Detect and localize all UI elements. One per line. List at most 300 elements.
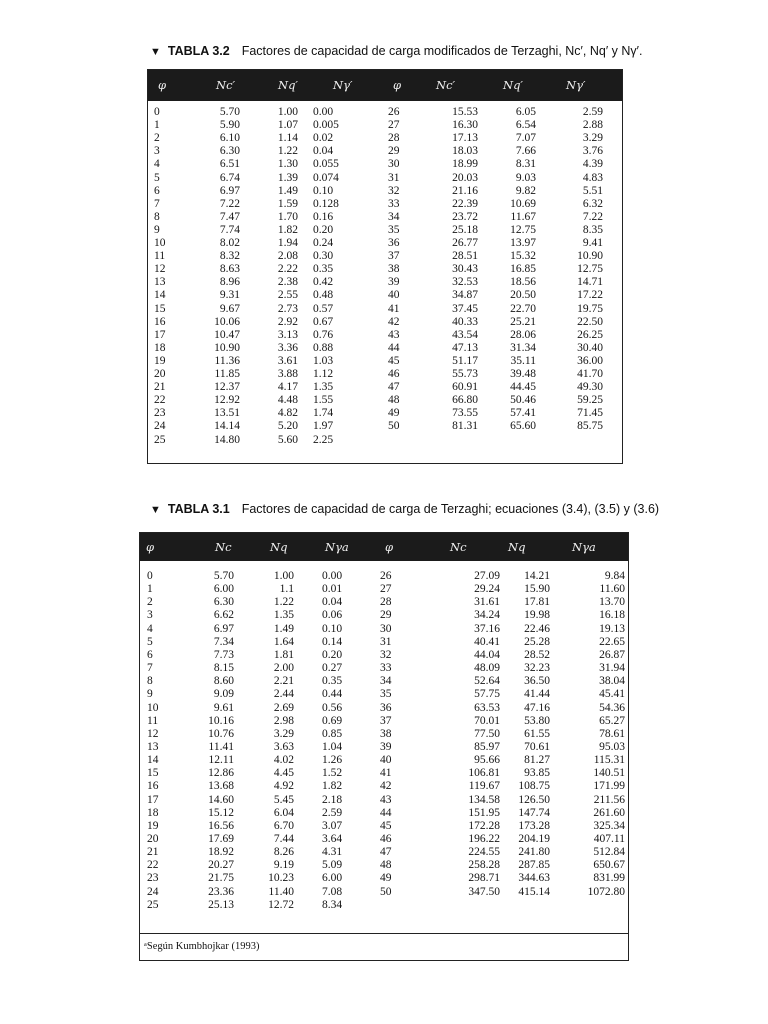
table-3-1	[139, 532, 629, 961]
table-cell: 1.35	[273, 609, 294, 622]
table-cell: 23.36	[208, 885, 234, 898]
table-cell: 1.70	[277, 210, 298, 223]
table-cell: 22.70	[510, 302, 536, 315]
table-cell: 2.59	[322, 806, 343, 819]
table-cell: 57.41	[510, 407, 536, 420]
table-cell: 16.30	[452, 119, 478, 132]
table-cell: 5.70	[219, 106, 240, 118]
phi-cell: 1	[147, 583, 153, 596]
table-cell: 49.30	[577, 381, 603, 394]
table-cell: 12.11	[208, 754, 234, 767]
table-cell: 20.03	[452, 171, 478, 184]
table-cell: 63.53	[474, 701, 500, 714]
table-cell: 7.08	[322, 885, 343, 898]
table-cell: 1.97	[313, 420, 334, 433]
column-header: φ	[158, 78, 167, 92]
phi-cell: 3	[147, 609, 153, 622]
table-cell: 407.11	[593, 833, 625, 845]
table-cell: 50.46	[510, 394, 536, 407]
phi-cell: 31	[388, 171, 400, 184]
table-cell: 2.00	[273, 662, 294, 675]
phi-cell: 1	[154, 119, 160, 132]
table-cell: 261.60	[593, 806, 625, 819]
table-cell: 16.85	[510, 263, 536, 276]
table-cell: 0.128	[313, 197, 339, 210]
phi-cell: 0	[147, 570, 153, 582]
phi-cell: 16	[147, 780, 159, 793]
table-cell: 1.22	[277, 145, 298, 158]
phi-cell: 47	[380, 846, 392, 859]
phi-cell: 47	[388, 381, 400, 394]
phi-cell: 44	[388, 341, 400, 354]
table-cell: 14.80	[214, 433, 240, 446]
table-cell: 28.06	[510, 328, 536, 341]
table-cell: 0.30	[313, 250, 334, 263]
phi-cell: 40	[388, 289, 400, 302]
table-cell: 25.28	[524, 635, 550, 648]
phi-cell: 39	[380, 740, 392, 753]
table-cell: 14.14	[214, 420, 240, 433]
table-cell: 26.25	[577, 328, 603, 341]
table-cell: 31.34	[510, 341, 536, 354]
phi-cell: 44	[380, 806, 392, 819]
table-cell: 11.41	[208, 740, 234, 753]
table-cell: 36.00	[577, 354, 603, 367]
triangle-bullet-icon: ▼	[150, 46, 161, 58]
phi-cell: 16	[154, 315, 166, 328]
phi-cell: 11	[154, 250, 166, 263]
table-cell: 18.92	[208, 846, 234, 859]
table-cell: 140.51	[593, 767, 625, 780]
phi-cell: 6	[147, 648, 153, 661]
table-cell: 3.63	[273, 740, 294, 753]
table-cell: 8.34	[322, 898, 343, 911]
table-cell: 6.00	[322, 872, 343, 885]
table-cell: 2.59	[582, 106, 603, 118]
table-cell: 19.75	[577, 302, 603, 315]
table-cell: 415.14	[518, 885, 550, 898]
table-cell: 325.34	[593, 819, 625, 832]
table-cell: 1.26	[322, 754, 343, 767]
table-cell: 119.67	[468, 780, 500, 793]
table-cell: 1.52	[322, 767, 343, 780]
table-cell: 1.30	[277, 158, 298, 171]
table-cell: 73.55	[452, 407, 478, 420]
phi-cell: 28	[388, 132, 400, 145]
phi-cell: 38	[388, 263, 400, 276]
phi-cell: 32	[388, 184, 400, 197]
column-header: Nc	[450, 540, 467, 554]
table-cell: 3.88	[277, 368, 298, 380]
table-cell: 9.84	[604, 570, 625, 582]
table-cell: 65.60	[510, 420, 536, 433]
table-cell: 39.48	[510, 368, 536, 380]
table-cell: 2.88	[582, 119, 603, 132]
table-cell: 10.69	[510, 197, 536, 210]
table-cell: 0.10	[313, 184, 334, 197]
phi-cell: 43	[388, 328, 400, 341]
table-cell: 0.14	[322, 635, 343, 648]
phi-cell: 23	[154, 407, 166, 420]
table-cell: 7.73	[213, 648, 234, 661]
column-header: φ	[393, 78, 402, 92]
column-header: φ	[146, 540, 155, 554]
table-cell: 0.67	[313, 315, 334, 328]
table-cell: 126.50	[518, 793, 550, 806]
phi-cell: 8	[154, 210, 160, 223]
table-cell: 14.60	[208, 793, 234, 806]
phi-cell: 12	[154, 263, 166, 276]
table-cell: 0.20	[313, 223, 334, 236]
phi-cell: 32	[380, 648, 392, 661]
table-cell: 171.99	[593, 780, 625, 793]
table-cell: 20.50	[510, 289, 536, 302]
table-cell: 47.16	[524, 701, 550, 714]
column-header: Nq	[270, 540, 288, 554]
table-cell: 40.33	[452, 315, 478, 328]
table-cell: 241.80	[518, 846, 550, 859]
table-cell: 37.16	[474, 622, 500, 635]
phi-cell: 45	[380, 819, 392, 832]
table-cell: 0.35	[313, 263, 334, 276]
table-cell: 211.56	[593, 793, 625, 806]
table-cell: 1.74	[313, 407, 334, 420]
table-cell: 22.46	[524, 622, 550, 635]
column-header: Nγa	[325, 540, 349, 554]
table-cell: 0.00	[322, 570, 343, 582]
table-cell: 0.055	[313, 158, 339, 171]
table-cell: 95.66	[474, 754, 500, 767]
table-cell: 8.63	[219, 263, 240, 276]
table-cell: 22.39	[452, 197, 478, 210]
table-cell: 147.74	[518, 806, 550, 819]
table-cell: 11.60	[599, 583, 625, 596]
phi-cell: 4	[147, 622, 153, 635]
table-cell: 6.05	[515, 106, 536, 118]
phi-cell: 9	[147, 688, 153, 701]
table-cell: 3.64	[322, 833, 343, 845]
table-cell: 34.24	[474, 609, 500, 622]
phi-cell: 50	[388, 420, 400, 433]
table-cell: 6.00	[213, 583, 234, 596]
table-cell: 1.12	[313, 368, 334, 380]
phi-cell: 30	[380, 622, 392, 635]
table-cell: 196.22	[468, 833, 500, 845]
table-cell: 9.41	[582, 237, 603, 249]
table-cell: 10.16	[208, 714, 234, 727]
table-cell: 12.92	[214, 394, 240, 407]
table-cell: 47.13	[452, 341, 478, 354]
table-cell: 65.27	[599, 714, 625, 727]
table-cell: 6.97	[213, 622, 234, 635]
table-cell: 28.52	[524, 648, 550, 661]
column-header: Nγ′	[566, 78, 586, 92]
phi-cell: 11	[147, 714, 159, 727]
table-cell: 44.45	[510, 381, 536, 394]
table-cell: 8.60	[213, 675, 234, 688]
table-cell: 1.94	[277, 237, 298, 249]
table-cell: 151.95	[468, 806, 500, 819]
table-cell: 7.22	[582, 210, 603, 223]
table-cell: 298.71	[468, 872, 500, 885]
table-cell: 9.31	[219, 289, 240, 302]
table-cell: 14.21	[524, 570, 550, 582]
table-cell: 1.35	[313, 381, 334, 394]
table-cell: 9.03	[515, 171, 536, 184]
table-cell: 5.51	[582, 184, 603, 197]
table-cell: 15.32	[510, 250, 536, 263]
table-cell: 17.13	[452, 132, 478, 145]
table-cell: 78.61	[599, 727, 625, 740]
phi-cell: 48	[380, 859, 392, 872]
table-cell: 13.97	[510, 237, 536, 249]
phi-cell: 29	[380, 609, 392, 622]
phi-cell: 33	[388, 197, 400, 210]
table-cell: 26.87	[599, 648, 625, 661]
table-cell: 3.29	[273, 727, 294, 740]
table-cell: 18.03	[452, 145, 478, 158]
table-cell: 204.19	[518, 833, 550, 845]
table-cell: 1.82	[277, 223, 298, 236]
phi-cell: 15	[147, 767, 159, 780]
table-cell: 19.13	[599, 622, 625, 635]
table-cell: 0.27	[322, 662, 343, 675]
phi-cell: 24	[147, 885, 159, 898]
table-cell: 3.36	[277, 341, 298, 354]
table-cell: 32.53	[452, 276, 478, 289]
phi-cell: 20	[154, 368, 166, 380]
table-cell: 2.98	[273, 714, 294, 727]
table-cell: 61.55	[524, 727, 550, 740]
table-cell: 2.21	[273, 675, 294, 688]
table-3-2	[147, 69, 623, 464]
phi-cell: 5	[147, 635, 153, 648]
table-cell: 5.60	[277, 433, 298, 446]
table-cell: 26.77	[452, 237, 478, 249]
table-cell: 1.03	[313, 354, 334, 367]
table-cell: 29.24	[474, 583, 500, 596]
table-cell: 35.11	[510, 354, 536, 367]
table-cell: 1072.80	[587, 885, 625, 898]
table-cell: 28.51	[452, 250, 478, 263]
table-cell: 32.23	[524, 662, 550, 675]
table-cell: 12.75	[577, 263, 603, 276]
table-cell: 0.85	[322, 727, 343, 740]
table-cell: 77.50	[474, 727, 500, 740]
table-cell: 173.28	[518, 819, 550, 832]
phi-cell: 10	[154, 237, 166, 249]
table-cell: 37.45	[452, 302, 478, 315]
table-cell: 1.22	[273, 596, 294, 609]
phi-cell: 17	[147, 793, 159, 806]
table-cell: 3.07	[322, 819, 343, 832]
table-cell: 0.69	[322, 714, 343, 727]
table-cell: 7.44	[273, 833, 294, 845]
table-cell: 1.64	[273, 635, 294, 648]
phi-cell: 31	[380, 635, 392, 648]
table-cell: 0.88	[313, 341, 334, 354]
table-cell: 8.35	[582, 223, 603, 236]
table-cell: 6.32	[582, 197, 603, 210]
phi-cell: 5	[154, 171, 160, 184]
table-cell: 57.75	[474, 688, 500, 701]
phi-cell: 40	[380, 754, 392, 767]
table-label: TABLA 3.2	[167, 44, 230, 58]
table-cell: 1.81	[273, 648, 294, 661]
table-cell: 9.82	[515, 184, 536, 197]
table-cell: 0.06	[322, 609, 343, 622]
table-cell: 8.15	[213, 662, 234, 675]
phi-cell: 28	[380, 596, 392, 609]
table-cell: 93.85	[524, 767, 550, 780]
table-cell: 54.36	[599, 701, 625, 714]
table-cell: 18.99	[452, 158, 478, 171]
table-cell: 41.44	[524, 688, 550, 701]
table-cell: 8.02	[219, 237, 240, 249]
table-cell: 11.67	[510, 210, 536, 223]
table-cell: 55.73	[452, 368, 478, 380]
table-cell: 7.47	[219, 210, 240, 223]
table-cell: 5.20	[277, 420, 298, 433]
table-cell: 2.25	[313, 433, 334, 446]
table-cell: 3.76	[582, 145, 603, 158]
table-label: TABLA 3.1	[167, 502, 230, 516]
table-cell: 11.85	[214, 368, 240, 380]
table-3-2-caption	[150, 40, 642, 62]
phi-cell: 35	[380, 688, 392, 701]
table-cell: 95.03	[599, 740, 625, 753]
table-cell: 258.28	[468, 859, 500, 872]
table-title: Factores de capacidad de carga modificados de Terzaghi, Nc′, Nq′ y Nγ′.	[241, 44, 643, 58]
table-cell: 1.04	[322, 740, 343, 753]
phi-cell: 35	[388, 223, 400, 236]
table-cell: 15.90	[524, 583, 550, 596]
phi-cell: 17	[154, 328, 166, 341]
table-cell: 23.72	[452, 210, 478, 223]
table-cell: 60.91	[452, 381, 478, 394]
table-cell: 7.66	[515, 145, 536, 158]
table-cell: 16.18	[599, 609, 625, 622]
table-header-row	[148, 70, 622, 101]
table-cell: 6.70	[273, 819, 294, 832]
table-cell: 21.16	[452, 184, 478, 197]
table-cell: 40.41	[474, 635, 500, 648]
table-cell: 25.21	[510, 315, 536, 328]
phi-cell: 41	[388, 302, 400, 315]
phi-cell: 26	[380, 570, 392, 582]
table-cell: 3.61	[277, 354, 298, 367]
table-cell: 1.00	[273, 570, 294, 582]
table-cell: 15.12	[208, 806, 234, 819]
table-cell: 41.70	[577, 368, 603, 380]
phi-cell: 46	[388, 368, 400, 380]
table-cell: 70.01	[474, 714, 500, 727]
table-cell: 12.86	[208, 767, 234, 780]
table-cell: 1.55	[313, 394, 334, 407]
table-cell: 0.01	[322, 583, 343, 596]
table-cell: 3.13	[277, 328, 298, 341]
table-cell: 53.80	[524, 714, 550, 727]
table-cell: 5.90	[219, 119, 240, 132]
table-cell: 0.57	[313, 302, 334, 315]
phi-cell: 21	[147, 846, 159, 859]
phi-cell: 14	[147, 754, 159, 767]
table-cell: 85.97	[474, 740, 500, 753]
phi-cell: 10	[147, 701, 159, 714]
table-cell: 1.1	[279, 583, 294, 596]
table-cell: 4.02	[273, 754, 294, 767]
phi-cell: 20	[147, 833, 159, 845]
column-header: Nc	[215, 540, 232, 554]
table-cell: 2.69	[273, 701, 294, 714]
table-cell: 0.02	[313, 132, 334, 145]
phi-cell: 49	[388, 407, 400, 420]
phi-cell: 39	[388, 276, 400, 289]
table-cell: 6.74	[219, 171, 240, 184]
table-cell: 4.83	[582, 171, 603, 184]
table-cell: 6.30	[219, 145, 240, 158]
table-cell: 1.49	[273, 622, 294, 635]
column-header: Nq	[508, 540, 526, 554]
table-cell: 70.61	[524, 740, 550, 753]
table-cell: 31.94	[599, 662, 625, 675]
phi-cell: 36	[380, 701, 392, 714]
table-cell: 0.005	[313, 119, 339, 132]
phi-cell: 21	[154, 381, 166, 394]
table-cell: 0.35	[322, 675, 343, 688]
phi-cell: 27	[380, 583, 392, 596]
table-cell: 8.96	[219, 276, 240, 289]
table-cell: 17.69	[208, 833, 234, 845]
table-cell: 4.48	[277, 394, 298, 407]
phi-cell: 18	[154, 341, 166, 354]
table-cell: 4.39	[582, 158, 603, 171]
table-cell: 8.31	[515, 158, 536, 171]
table-cell: 8.32	[219, 250, 240, 263]
table-cell: 71.45	[577, 407, 603, 420]
table-cell: 1.82	[322, 780, 343, 793]
table-cell: 106.81	[468, 767, 500, 780]
table-cell: 831.99	[593, 872, 625, 885]
table-cell: 1.07	[277, 119, 298, 132]
table-cell: 9.09	[213, 688, 234, 701]
phi-cell: 12	[147, 727, 159, 740]
phi-cell: 26	[388, 106, 400, 118]
phi-cell: 9	[154, 223, 160, 236]
table-cell: 0.76	[313, 328, 334, 341]
phi-cell: 42	[380, 780, 392, 793]
table-cell: 287.85	[518, 859, 550, 872]
table-cell: 4.17	[277, 381, 298, 394]
table-cell: 12.37	[214, 381, 240, 394]
table-cell: 5.09	[322, 859, 343, 872]
table-cell: 27.09	[474, 570, 500, 582]
phi-cell: 4	[154, 158, 160, 171]
table-cell: 0.10	[322, 622, 343, 635]
phi-cell: 34	[388, 210, 400, 223]
table-cell: 0.44	[322, 688, 343, 701]
table-cell: 115.31	[593, 754, 625, 767]
table-cell: 10.90	[214, 341, 240, 354]
table-cell: 4.45	[273, 767, 294, 780]
table-cell: 10.90	[577, 250, 603, 263]
phi-cell: 50	[380, 885, 392, 898]
table-cell: 81.27	[524, 754, 550, 767]
column-header: Nc′	[216, 78, 236, 92]
table-cell: 20.27	[208, 859, 234, 872]
table-cell: 14.71	[577, 276, 603, 289]
table-cell: 1.00	[277, 106, 298, 118]
